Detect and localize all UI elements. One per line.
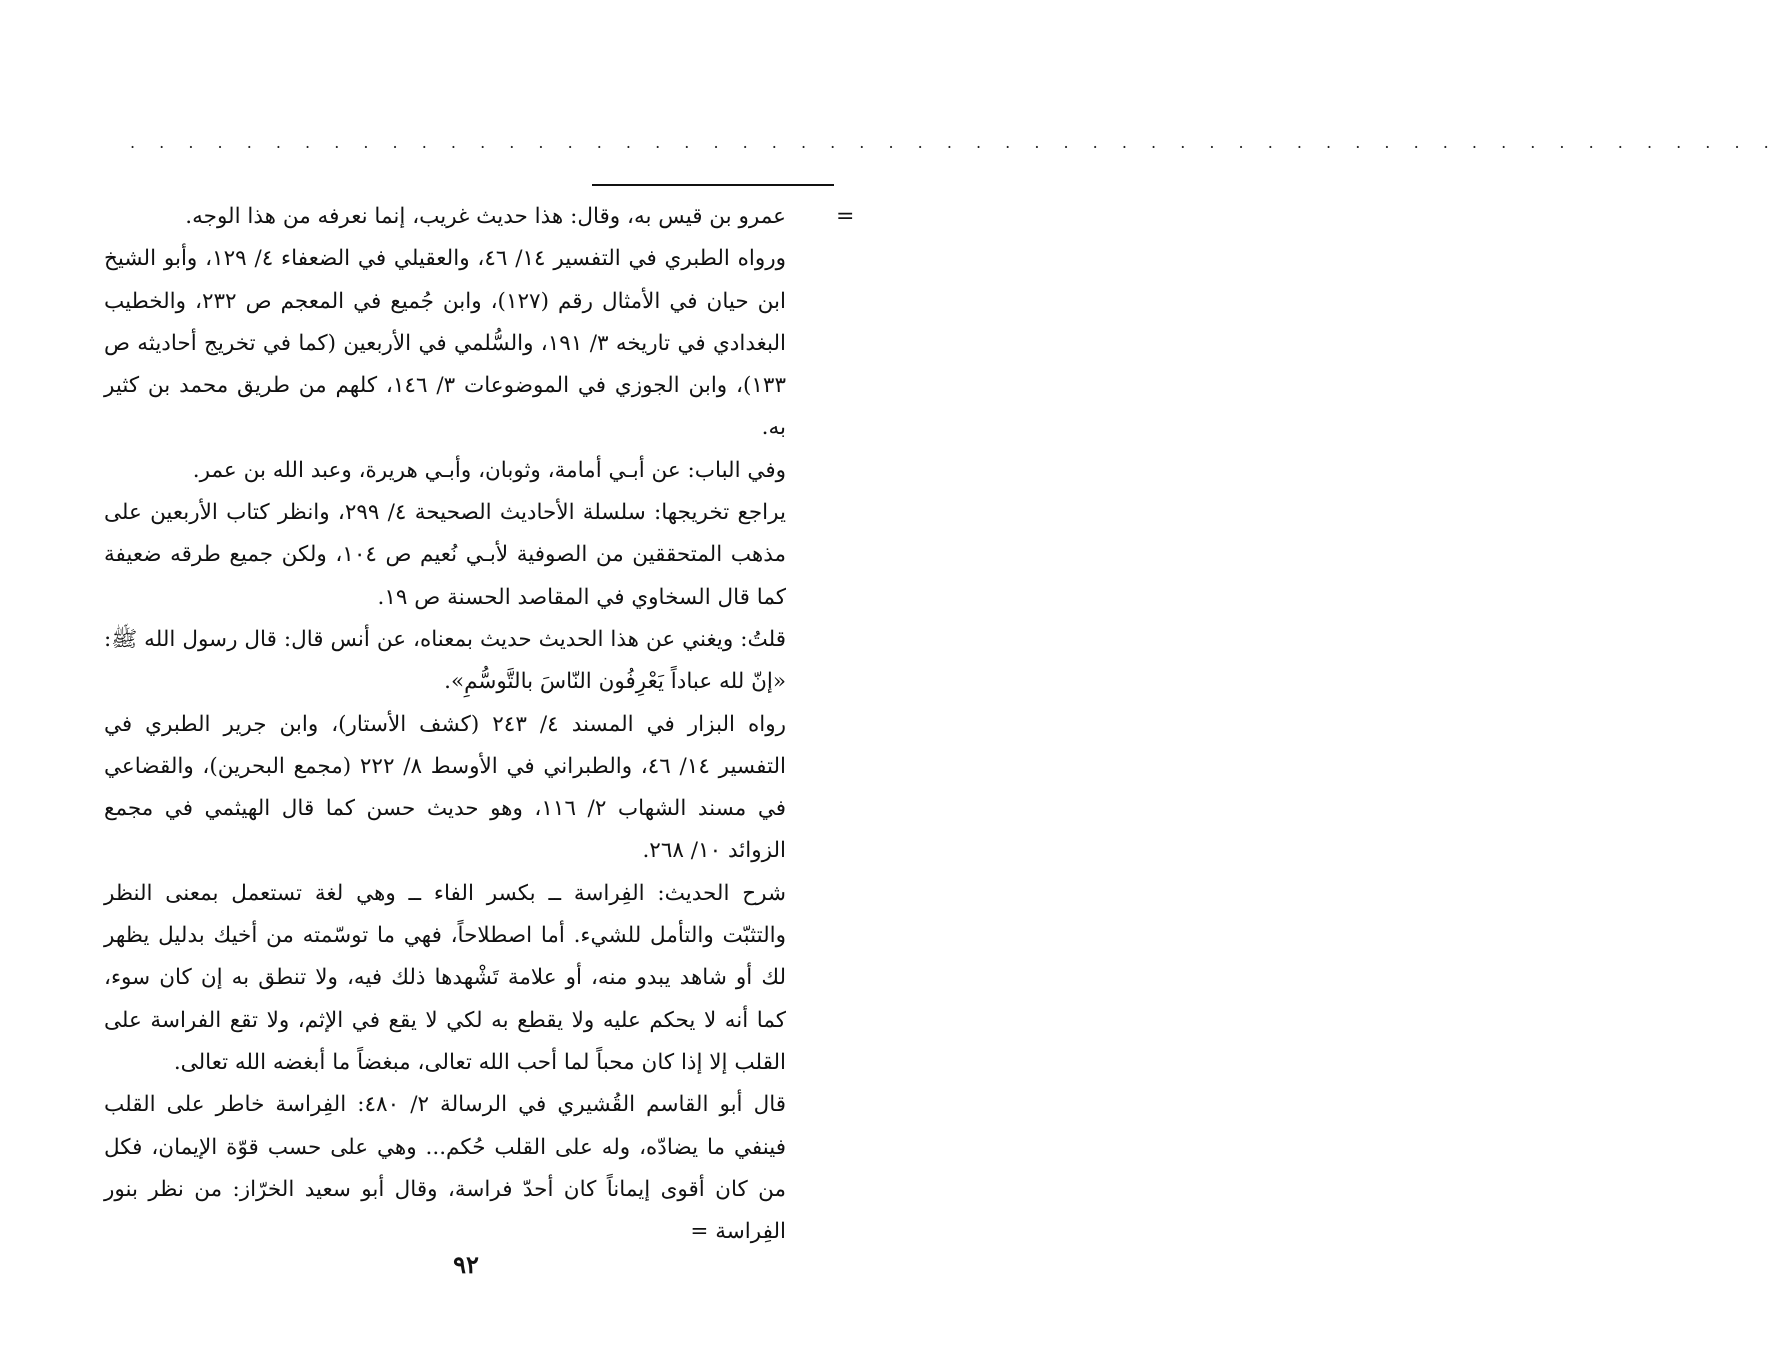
- footnote-paragraph: عمرو بن قيس به، وقال: هذا حديث غريب، إنما نعرفه من هذا الوجه.: [185, 204, 786, 229]
- footnote-paragraph: ورواه الطبري في التفسير ١٤/ ٤٦، والعقيلي في الضعفاء ٤/ ١٢٩، وأبو الشيخ ابن حيان في الأمثال رقم (١٢٧)، وابن جُميع في المعجم ص ٢٣٢، والخطيب البغدادي في تاريخه ٣/ ١٩١، والسُّلمي في الأربعين (كما في تخريج أحاديثه ص ١٣٣)، وابن الجوزي في الموضوعات ٣/ ١٤٦، كلهم من طريق محمد بن كثير به.: [104, 246, 787, 441]
- footnote-block: [104, 196, 786, 1253]
- footnote-paragraph: شرح الحديث: الفِراسة ــ بكسر الفاء ــ وهي لغة تستعمل بمعنى النظر والتثبّت والتأمل للشيء. أما اصطلاحاً، فهي ما توسّمته من أخيك بدليل يظهر لك أو شاهد يبدو منه، أو علامة تَشْهدها ذلك فيه، ولا تنطق به إن كان سوء، كما أنه لا يحكم عليه ولا يقطع به لكي لا يقع في الإثم، ولا تقع الفراسة على القلب إلا إذا كان محباً لما أحب الله تعالى، مبغضاً ما أبغضه الله تعالى.: [104, 880, 786, 1075]
- footnote-paragraph: يراجع تخريجها: سلسلة الأحاديث الصحيحة ٤/ ٢٩٩، وانظر كتاب الأربعين على مذهب المتحققين من الصوفية لأبـي نُعيم ص ١٠٤، ولكن جميع طرقه ضعيفة كما قال السخاوي في المقاصد الحسنة ص ١٩.: [104, 500, 787, 610]
- separator-dots: . . . . . . . . . . . . . . . . . . . . . . . . . . . . . . . . . . . . . . . . . . . . . . . . . . . . . . . . .: [130, 133, 1778, 152]
- footnote-paragraph: رواه البزار في المسند ٤/ ٢٤٣ (كشف الأستار)، وابن جرير الطبري في التفسير ١٤/ ٤٦، والطبراني في الأوسط ٨/ ٢٢٢ (مجمع البحرين)، والقضاعي في مسند الشهاب ٢/ ١١٦، وهو حديث حسن كما قال الهيثمي في مجمع الزوائد ١٠/ ٢٦٨.: [104, 711, 787, 864]
- footnote-paragraph: قلتُ: ويغني عن هذا الحديث حديث بمعناه، عن أنس قال: قال رسول الله ﷺ: «إنّ لله عباداً يَعْرِفُون النّاسَ بالتَّوسُّمِ».: [104, 626, 786, 695]
- page-number: ٩٢: [453, 1250, 479, 1279]
- footnote-rule: [592, 184, 834, 186]
- continuation-mark: =: [836, 204, 855, 229]
- footnote-paragraph: قال أبو القاسم القُشيري في الرسالة ٢/ ٤٨٠: الفِراسة خاطر على القلب فينفي ما يضادّه، وله على القلب حُكم... وهي على حسب قوّة الإيمان، فكل من كان أقوى إيماناً كان أحدّ فراسة، وقال أبو سعيد الخرّاز: من نظر بنور الفِراسة =: [104, 1092, 787, 1245]
- footnote-paragraph: وفي الباب: عن أبـي أمامة، وثوبان، وأبـي هريرة، وعبد الله بن عمر.: [192, 457, 786, 483]
